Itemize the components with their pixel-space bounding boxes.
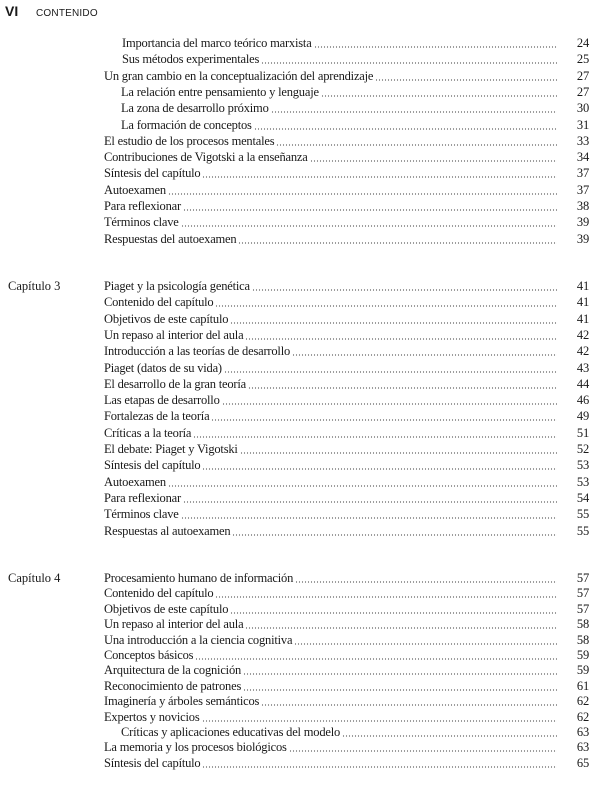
entry-title: Críticas a la teoría [104,425,192,440]
dot-leader [276,144,557,146]
entry-page-number: 41 [576,279,589,293]
entry-page-number: 57 [576,571,589,585]
entry-title: Críticas y aplicaciones educativas del modelo [121,725,341,739]
entry-page-number: 53 [576,474,589,489]
entry-title: Para reflexionar [104,199,181,213]
entry-title: Autoexamen [104,182,166,197]
entry-title: Sus métodos experimentales [122,52,260,67]
entry-page-number: 39 [576,215,589,230]
dot-leader [238,242,557,244]
dot-leader [342,735,557,737]
toc-entry[interactable] [122,36,589,51]
entry-page-number: 44 [576,376,589,391]
entry-title: Fortalezas de la teoría [104,409,210,424]
toc-entry[interactable] [104,150,589,165]
entry-page-number: 55 [576,507,589,522]
entry-title: El desarrollo de la gran teoría [104,376,246,391]
dot-leader [252,289,557,291]
dot-leader [183,209,557,211]
toc-entry[interactable] [104,633,589,648]
dot-leader [211,419,557,421]
entry-page-number: 57 [576,586,589,601]
dot-leader [215,305,557,307]
entry-title: Síntesis del capítulo [104,166,201,181]
entry-page-number: 31 [576,117,589,132]
entry-title: La memoria y los procesos biológicos [104,740,287,755]
dot-leader [245,338,557,340]
toc-entry[interactable] [104,571,589,586]
entry-page-number: 37 [576,182,589,197]
entry-page-number: 59 [576,663,589,678]
dot-leader [202,176,557,178]
entry-title: Arquitectura de la cognición [104,663,242,678]
entry-page-number: 30 [576,101,589,116]
entry-title: Autoexamen [104,474,166,489]
dot-leader [248,387,557,389]
dot-leader [181,517,557,519]
dot-leader [168,193,557,195]
entry-page-number: 52 [576,442,589,456]
toc-entry[interactable] [104,442,589,457]
toc-entry[interactable] [104,710,589,725]
entry-page-number: 57 [576,601,589,616]
entry-title: Un repaso al interior del aula [104,327,244,342]
dot-leader [295,581,557,583]
toc-entry[interactable] [104,602,589,617]
entry-title: Piaget y la psicología genética [104,279,250,293]
toc-entry[interactable] [104,507,589,522]
entry-title: Una introducción a la ciencia cognitiva [104,632,293,647]
entry-page-number: 42 [576,344,589,359]
entry-page-number: 25 [576,52,589,67]
entry-title: La zona de desarrollo próximo [121,101,269,116]
dot-leader [240,452,557,454]
toc-entry[interactable] [104,183,589,198]
running-header [5,3,98,19]
entry-page-number: 49 [576,409,589,424]
entry-page-number: 46 [576,393,589,408]
dot-leader [230,322,557,324]
entry-title: Un gran cambio en la conceptualización del aprendizaje [104,68,374,83]
dot-leader [261,62,557,64]
running-title: CONTENIDO [36,8,98,19]
toc-entry[interactable] [121,725,589,740]
dot-leader [254,128,557,130]
toc-entry[interactable] [104,232,589,247]
toc-entry[interactable] [121,85,589,100]
entry-title: Introducción a las teorías de desarrollo [104,344,291,359]
entry-title: La formación de conceptos [121,117,252,132]
entry-title: Contribuciones de Vigotski a la enseñanza [104,150,308,165]
entry-title: Procesamiento humano de información [104,571,294,585]
toc-entry[interactable] [104,679,589,694]
toc-entry[interactable] [104,524,589,539]
entry-page-number: 27 [576,68,589,83]
entry-page-number: 63 [576,725,589,739]
entry-page-number: 42 [576,327,589,342]
dot-leader [289,750,557,752]
entry-title: El estudio de los procesos mentales [104,133,275,148]
dot-leader [202,468,557,470]
dot-leader [292,354,557,356]
dot-leader [230,612,557,614]
toc-entry[interactable] [104,279,589,294]
entry-title: Respuestas del autoexamen [104,231,237,246]
toc-entry[interactable] [104,69,589,84]
toc-entry[interactable] [104,756,589,771]
entry-page-number: 58 [576,632,589,647]
toc-entry[interactable] [104,295,589,310]
dot-leader [195,658,557,660]
chapter-label: Capítulo 4 [8,571,61,585]
entry-title: El debate: Piaget y Vigotski [104,442,238,456]
toc-entry[interactable] [104,475,589,490]
chapter-label: Capítulo 3 [8,279,61,293]
entry-title: Contenido del capítulo [104,295,214,310]
dot-leader [271,111,557,113]
entry-page-number: 62 [576,694,589,709]
entry-page-number: 54 [576,490,589,505]
entry-page-number: 33 [576,133,589,148]
dot-leader [310,160,557,162]
dot-leader [222,403,557,405]
toc-entry[interactable] [104,491,589,506]
entry-page-number: 27 [576,84,589,99]
dot-leader [232,534,557,536]
page-number: VI [5,3,19,19]
toc-entry[interactable] [104,344,589,359]
toc-entry[interactable] [104,361,589,376]
dot-leader [243,673,557,675]
toc-entry[interactable] [121,118,589,133]
dot-leader [181,225,557,227]
dot-leader [294,643,557,645]
dot-leader [183,501,557,503]
entry-page-number: 62 [576,709,589,724]
dot-leader [261,704,557,706]
entry-page-number: 63 [576,740,589,755]
entry-page-number: 41 [576,311,589,326]
entry-title: Síntesis del capítulo [104,458,201,473]
toc-entry[interactable] [104,426,589,441]
toc-entry[interactable] [104,166,589,181]
toc-entry[interactable] [104,586,589,601]
entry-title: Contenido del capítulo [104,586,214,601]
toc-entry[interactable] [104,312,589,327]
toc-entry[interactable] [104,648,589,663]
dot-leader [375,79,557,81]
dot-leader [215,596,557,598]
toc-entry[interactable] [104,663,589,678]
entry-page-number: 24 [576,36,589,50]
toc-entry[interactable] [121,101,589,116]
toc-entry[interactable] [104,393,589,408]
entry-page-number: 65 [576,755,589,770]
toc-entry[interactable] [104,740,589,755]
entry-page-number: 43 [576,360,589,375]
entry-title: Respuestas al autoexamen [104,523,231,538]
toc-entry[interactable] [104,199,589,214]
entry-title: Objetivos de este capítulo [104,601,229,616]
entry-page-number: 34 [576,150,589,165]
entry-title: La relación entre pensamiento y lenguaje [121,84,319,99]
entry-page-number: 39 [576,231,589,246]
entry-page-number: 55 [576,523,589,538]
entry-title: Términos clave [104,215,179,230]
entry-page-number: 37 [576,166,589,181]
dot-leader [168,485,557,487]
toc-entry[interactable] [104,694,589,709]
entry-title: Expertos y novicios [104,709,200,724]
entry-page-number: 61 [576,678,589,693]
entry-title: Términos clave [104,507,179,522]
dot-leader [202,766,557,768]
entry-page-number: 58 [576,617,589,632]
entry-title: Las etapas de desarrollo [104,393,220,408]
toc-entry[interactable] [104,134,589,149]
entry-title: Importancia del marco teórico marxista [122,36,312,50]
entry-title: Síntesis del capítulo [104,755,201,770]
dot-leader [224,371,557,373]
dot-leader [245,627,557,629]
toc-entry[interactable] [104,377,589,392]
toc-entry[interactable] [104,215,589,230]
toc-entry[interactable] [104,328,589,343]
entry-page-number: 51 [576,425,589,440]
toc-entry[interactable] [104,458,589,473]
entry-page-number: 53 [576,458,589,473]
entry-title: Reconocimiento de patrones [104,678,242,693]
dot-leader [314,46,557,48]
dot-leader [202,720,558,722]
entry-title: Objetivos de este capítulo [104,311,229,326]
toc-entry[interactable] [104,617,589,632]
dot-leader [193,436,557,438]
entry-page-number: 41 [576,295,589,310]
dot-leader [321,95,557,97]
entry-title: Piaget (datos de su vida) [104,360,222,375]
entry-title: Imaginería y árboles semánticos [104,694,260,709]
toc-entry[interactable] [122,52,589,67]
dot-leader [243,689,557,691]
toc-entry[interactable] [104,409,589,424]
entry-page-number: 38 [576,199,589,213]
entry-title: Conceptos básicos [104,648,194,662]
entry-title: Para reflexionar [104,490,181,505]
entry-page-number: 59 [576,648,589,662]
entry-title: Un repaso al interior del aula [104,617,244,632]
